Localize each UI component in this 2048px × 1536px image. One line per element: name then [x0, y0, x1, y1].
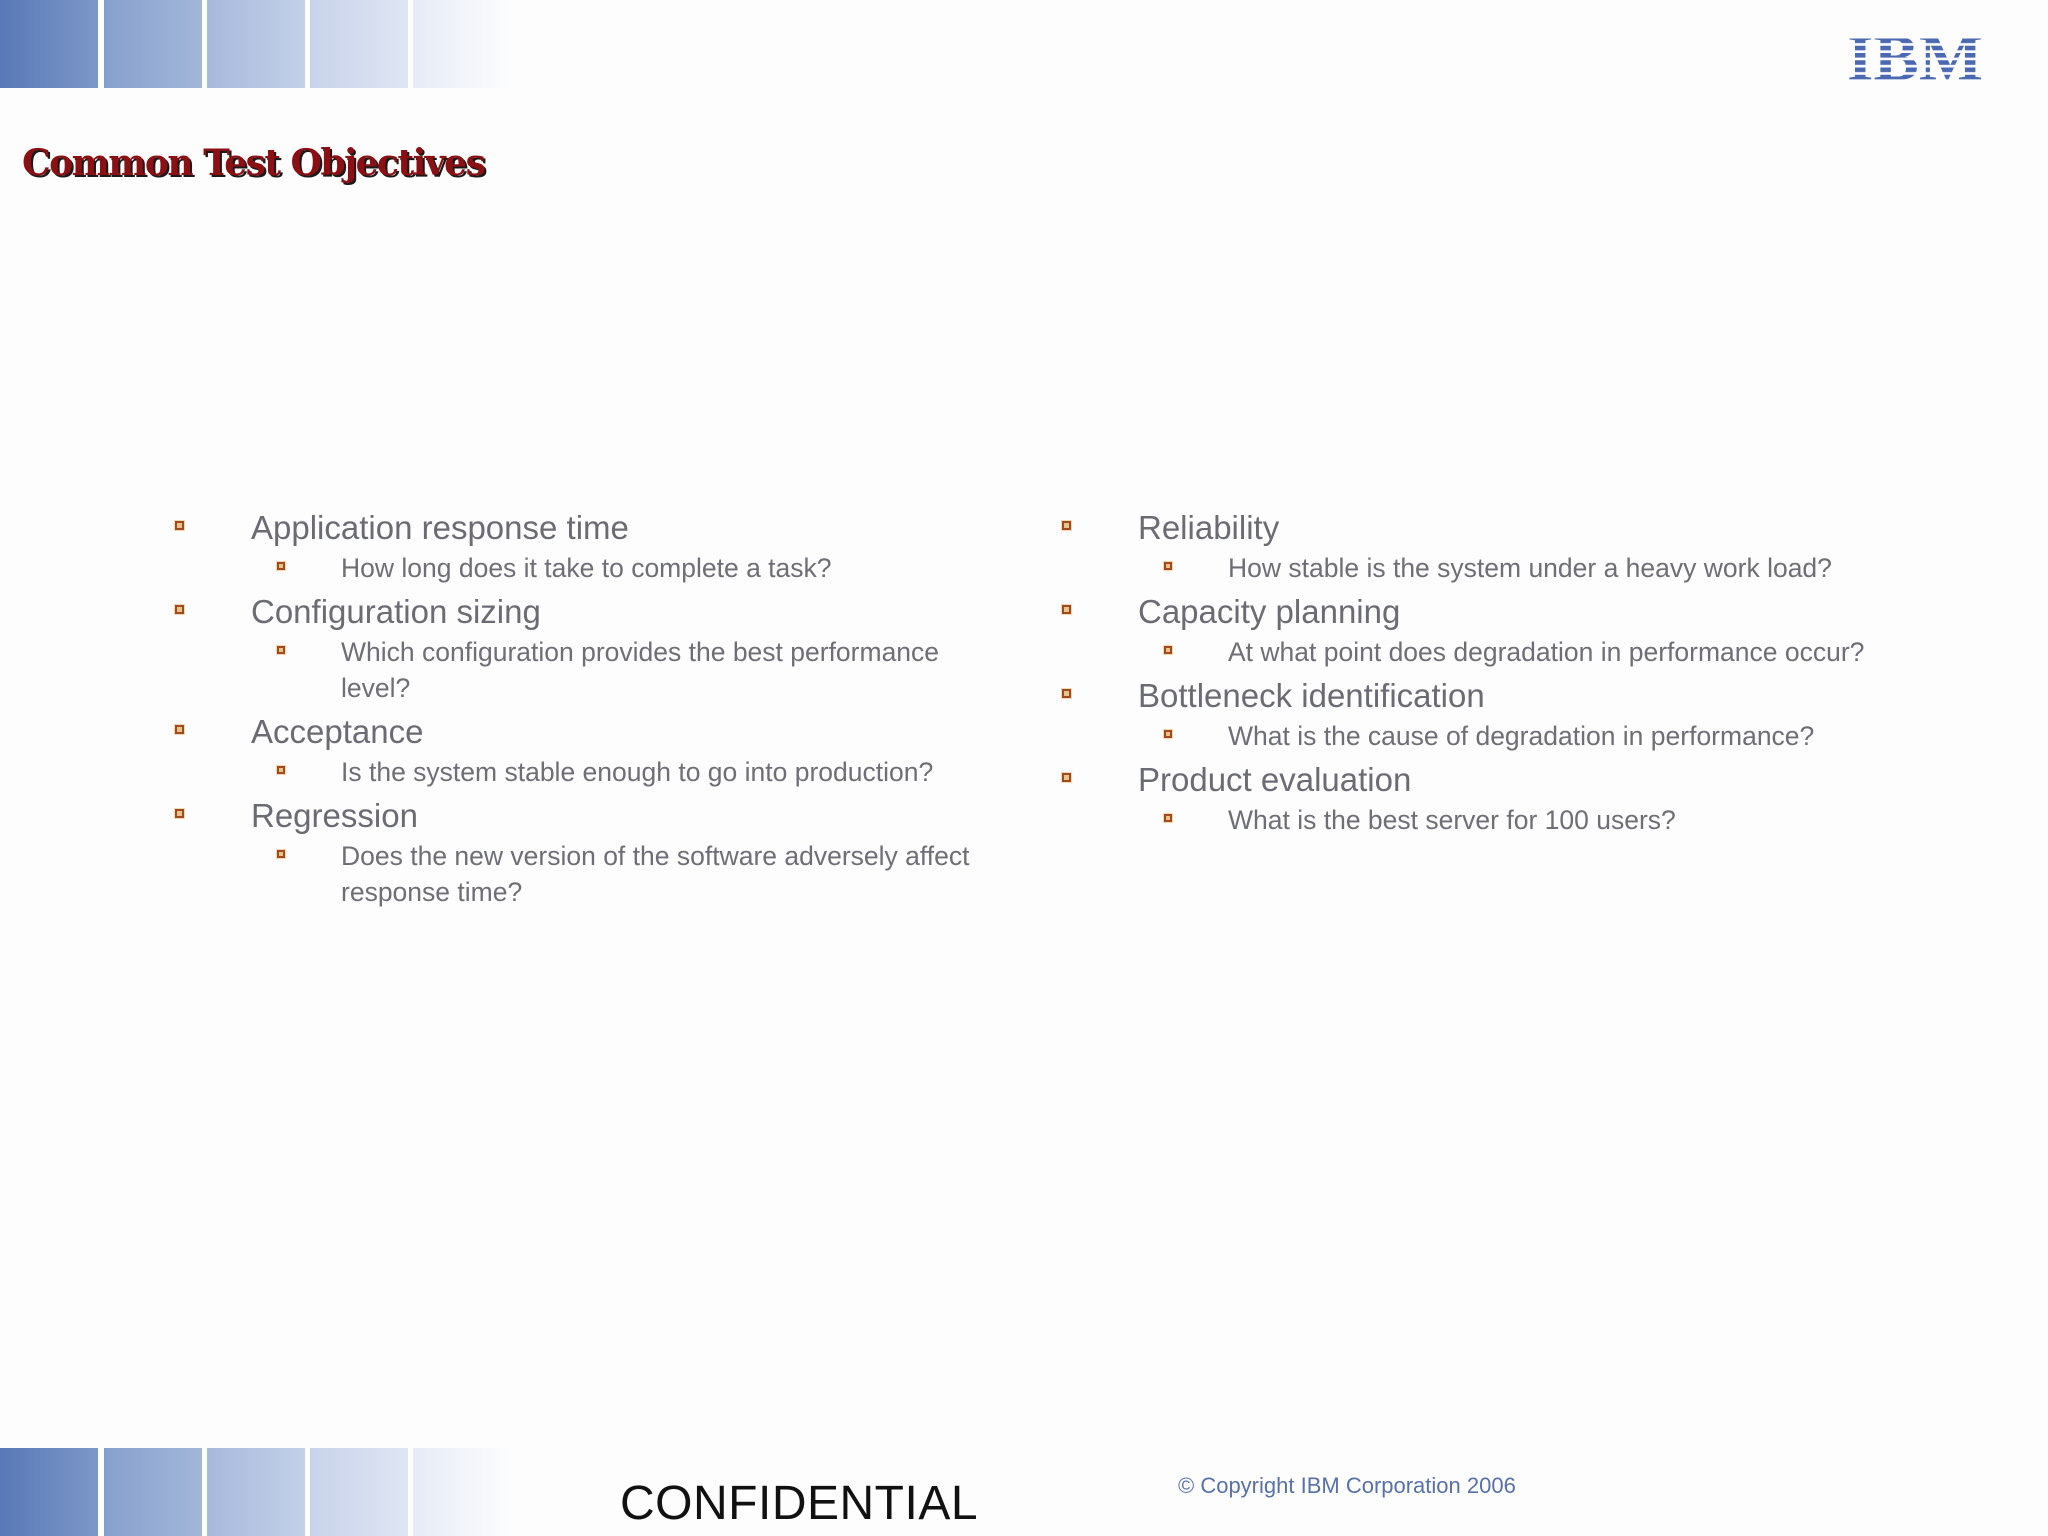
- decor-tile: [104, 1448, 202, 1536]
- square-bullet-icon: [1164, 562, 1172, 570]
- objective-heading: Capacity planning: [1138, 593, 1401, 630]
- square-bullet-icon: [1164, 646, 1172, 654]
- objective-heading: Configuration sizing: [251, 593, 541, 630]
- objective-detail-row: [1057, 634, 1877, 674]
- objective-detail: At what point does degradation in performance occur?: [1228, 637, 1865, 667]
- square-bullet-icon: [277, 646, 285, 654]
- confidential-label: CONFIDENTIAL: [620, 1477, 979, 1530]
- square-bullet-icon: [1164, 814, 1172, 822]
- square-bullet-icon: [1062, 521, 1071, 530]
- objectives-right-column: [1057, 506, 1877, 842]
- objective-detail: Which configuration provides the best performance level?: [341, 637, 940, 703]
- list-item: [1057, 506, 1877, 590]
- objective-detail: How long does it take to complete a task?: [341, 553, 832, 583]
- decor-tile: [310, 0, 408, 88]
- objective-heading: Product evaluation: [1138, 761, 1412, 798]
- list-item: [170, 710, 990, 794]
- objective-detail-row: [170, 754, 990, 794]
- decor-tile: [207, 1448, 305, 1536]
- decor-tile: [207, 0, 305, 88]
- objective-detail: Is the system stable enough to go into production?: [341, 757, 934, 787]
- square-bullet-icon: [1062, 773, 1071, 782]
- list-item: [1057, 758, 1877, 842]
- header-decor-band: [0, 0, 510, 88]
- objective-heading: Application response time: [251, 509, 629, 546]
- square-bullet-icon: [1062, 605, 1071, 614]
- list-item: [170, 794, 990, 914]
- copyright-notice: © Copyright IBM Corporation 2006: [1178, 1473, 1516, 1498]
- decor-tile: [413, 0, 513, 88]
- square-bullet-icon: [175, 521, 184, 530]
- objective-heading: Reliability: [1138, 509, 1280, 546]
- decor-tile: [0, 1448, 98, 1536]
- objective-heading: Regression: [251, 797, 418, 834]
- square-bullet-icon: [277, 562, 285, 570]
- square-bullet-icon: [175, 605, 184, 614]
- square-bullet-icon: [1164, 730, 1172, 738]
- logo-text: IBM: [1847, 24, 1983, 82]
- list-item: [1057, 590, 1877, 674]
- square-bullet-icon: [277, 850, 285, 858]
- decor-tile: [104, 0, 202, 88]
- objective-detail: What is the best server for 100 users?: [1228, 805, 1676, 835]
- objectives-left-column: [170, 506, 990, 914]
- square-bullet-icon: [175, 809, 184, 818]
- square-bullet-icon: [175, 725, 184, 734]
- objective-detail-row: [170, 550, 990, 590]
- objective-detail-row: [1057, 718, 1877, 758]
- list-item: [170, 506, 990, 590]
- footer-decor-band: [0, 1448, 510, 1536]
- objective-detail-row: [170, 838, 990, 914]
- square-bullet-icon: [277, 766, 285, 774]
- objective-detail: Does the new version of the software adversely affect response time?: [341, 841, 970, 907]
- decor-tile: [0, 0, 98, 88]
- decor-tile: [310, 1448, 408, 1536]
- square-bullet-icon: [1062, 689, 1071, 698]
- objective-detail-row: [170, 634, 990, 710]
- ibm-logo: [1845, 24, 1985, 82]
- objective-heading: Bottleneck identification: [1138, 677, 1485, 714]
- slide-title: Common Test Objectives: [22, 142, 485, 184]
- objective-detail-row: [1057, 802, 1877, 842]
- objective-detail: How stable is the system under a heavy work load?: [1228, 553, 1832, 583]
- objective-detail-row: [1057, 550, 1877, 590]
- objective-detail: What is the cause of degradation in performance?: [1228, 721, 1815, 751]
- list-item: [170, 590, 990, 710]
- list-item: [1057, 674, 1877, 758]
- objective-heading: Acceptance: [251, 713, 424, 750]
- decor-tile: [413, 1448, 513, 1536]
